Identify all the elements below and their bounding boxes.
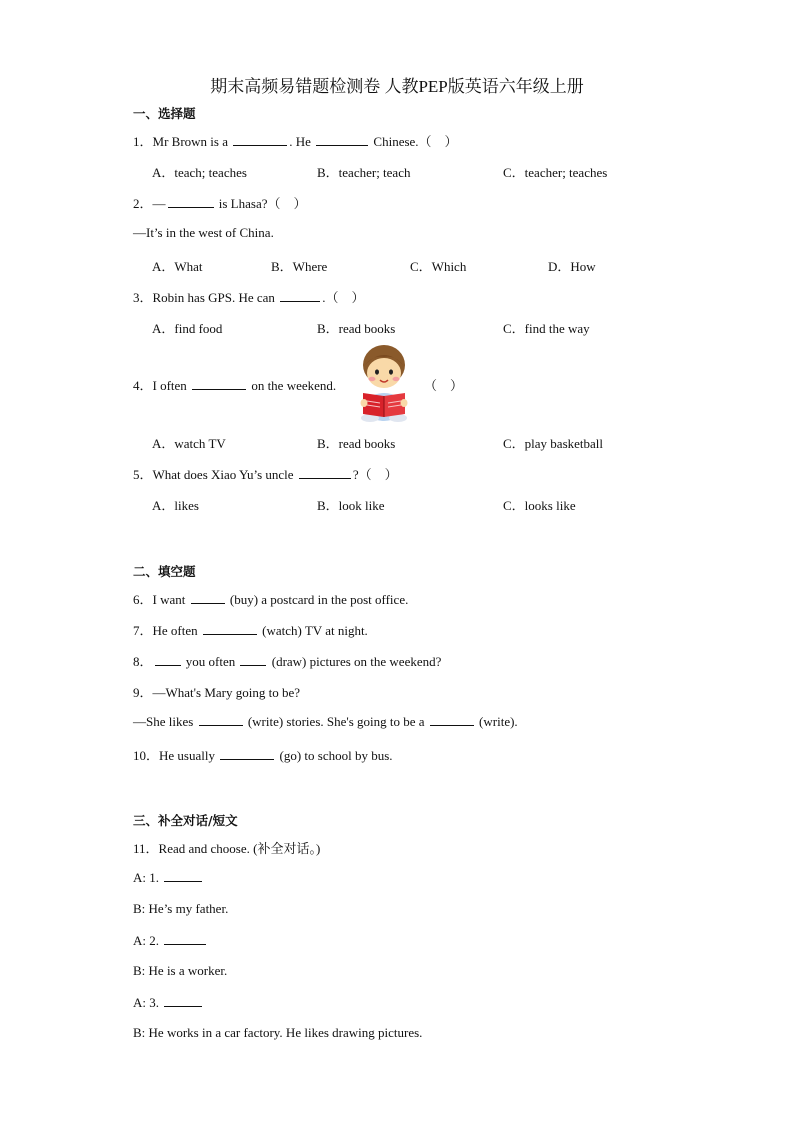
question-text: Robin has GPS. He can [152,290,275,305]
question-5 [133,464,398,483]
question-text: He often [152,623,198,638]
question-number: 8． [133,654,153,669]
question-7 [133,620,368,639]
option-b[interactable]: B．teacher; teach [317,165,411,180]
answer-blank[interactable] [192,377,246,390]
answer-paren: （ ） [424,378,464,393]
section-heading-dialogue: 三、补全对话/短文 [133,813,238,828]
answer-blank[interactable] [191,591,225,604]
answer-blank[interactable] [199,713,243,726]
question-text: I want [152,592,186,607]
dialogue-line-a2 [133,932,208,949]
question-text: I often [152,378,187,393]
question-text: (watch) TV at night. [262,623,368,638]
question-text: is Lhasa?（ ） [218,196,307,211]
question-text: (buy) a postcard in the post office. [229,592,409,607]
answer-blank[interactable] [168,195,214,208]
option-a[interactable]: A．What [152,259,203,274]
dialogue-line-b2: B: He is a worker. [133,963,228,978]
question-text: you often [185,654,236,669]
answer-blank[interactable] [299,466,351,479]
answer-blank[interactable] [233,133,287,146]
question-number: 5． [133,467,153,482]
question-text: (draw) pictures on the weekend? [271,654,442,669]
option-c[interactable]: C．find the way [503,321,590,336]
dialogue-text: A: 2. [133,933,159,948]
answer-blank[interactable] [280,289,320,302]
answer-blank[interactable] [164,869,202,882]
question-text: — [152,196,166,211]
option-b[interactable]: B．read books [317,321,396,336]
question-number: 6． [133,592,153,607]
question-number: 3． [133,290,153,305]
question-number: 10． [133,748,160,763]
option-c[interactable]: C．Which [410,259,467,274]
question-text: (go) to school by bus. [279,748,393,763]
question-11 [133,838,320,857]
page-title: 期末高频易错题检测卷 人教PEP版英语六年级上册 [210,77,584,96]
answer-blank[interactable] [316,133,368,146]
option-a[interactable]: A．find food [152,321,223,336]
option-b[interactable]: B．look like [317,498,385,513]
question-text: (write). [479,714,518,729]
option-a[interactable]: A．watch TV [152,436,226,451]
dialogue-line-a1 [133,869,204,886]
answer-blank[interactable] [240,653,266,666]
section-heading-fill: 二、填空题 [133,564,196,579]
question-number: 9． [133,685,153,700]
question-number: 7． [133,623,153,638]
option-c[interactable]: C．looks like [503,498,576,513]
dialogue-line-b1: B: He’s my father. [133,901,229,916]
question-text: What does Xiao Yu’s uncle [152,467,294,482]
option-a[interactable]: A．teach; teaches [152,165,247,180]
answer-blank[interactable] [164,932,206,945]
question-text: .（ ） [322,290,365,305]
question-4 [133,375,336,394]
child-reading-book-image [355,343,413,423]
answer-blank[interactable] [155,653,181,666]
question-2-answer-line: —It’s in the west of China. [133,225,274,240]
dialogue-text: A: 3. [133,995,159,1010]
answer-blank[interactable] [203,622,257,635]
question-text: ?（ ） [352,467,398,482]
dialogue-text: A: 1. [133,870,159,885]
question-text: Chinese.（ ） [373,134,458,149]
answer-blank[interactable] [220,747,274,760]
option-c[interactable]: C．teacher; teaches [503,165,608,180]
question-3 [133,287,364,306]
question-2 [133,193,307,212]
question-text: Read and choose. (补全对话。) [158,841,321,856]
question-6 [133,589,408,608]
question-10 [133,745,393,764]
option-b[interactable]: B．read books [317,436,396,451]
question-text: —She likes [133,714,194,729]
question-8 [133,651,441,670]
question-text: He usually [159,748,215,763]
question-1 [133,131,458,150]
option-d[interactable]: D．How [548,259,596,274]
answer-blank[interactable] [430,713,474,726]
question-text: on the weekend. [251,378,337,393]
question-text: (write) stories. She's going to be a [247,714,425,729]
question-text: . He [289,134,311,149]
question-number: 4． [133,378,153,393]
question-number: 11． [133,841,159,856]
question-9 [133,682,300,701]
dialogue-line-b3: B: He works in a car factory. He likes drawing pictures. [133,1025,423,1040]
option-c[interactable]: C．play basketball [503,436,604,451]
question-text: Mr Brown is a [152,134,228,149]
question-number: 2． [133,196,153,211]
question-text: —What's Mary going to be? [152,685,300,700]
section-heading-choice: 一、选择题 [133,106,196,121]
option-b[interactable]: B．Where [271,259,328,274]
question-9-line-2 [133,713,518,730]
option-a[interactable]: A．likes [152,498,199,513]
question-number: 1． [133,134,153,149]
dialogue-line-a3 [133,994,204,1011]
answer-blank[interactable] [164,994,202,1007]
